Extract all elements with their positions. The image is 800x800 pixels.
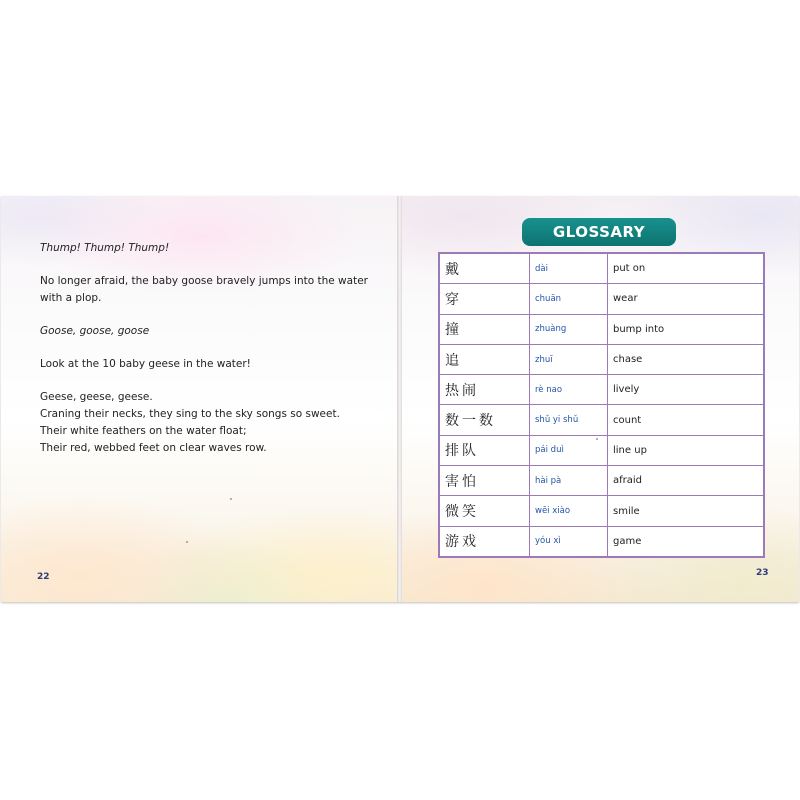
glossary-row xyxy=(439,375,764,405)
story-paragraph xyxy=(40,240,380,257)
glossary-row xyxy=(439,344,764,374)
glossary-meaning: chase xyxy=(608,344,765,374)
glossary-table xyxy=(438,252,765,558)
glossary-pinyin: dài xyxy=(530,253,608,284)
story-line: with a plop. xyxy=(40,292,102,304)
glossary-meaning: wear xyxy=(608,284,765,314)
glossary-hanzi: 戴 xyxy=(439,253,530,284)
glossary-pinyin: zhuàng xyxy=(530,314,608,344)
glossary-hanzi: 游戏 xyxy=(439,526,530,557)
story-paragraph xyxy=(40,273,380,307)
story-line: Goose, goose, goose xyxy=(40,325,150,337)
glossary-meaning: line up xyxy=(608,435,765,465)
glossary-meaning: smile xyxy=(608,496,765,526)
right-page xyxy=(402,196,799,602)
glossary-pinyin: hài pà xyxy=(530,466,608,496)
glossary-meaning: put on xyxy=(608,253,765,284)
glossary-hanzi: 数一数 xyxy=(439,405,530,435)
glossary-pinyin: rè nao xyxy=(530,375,608,405)
glossary-hanzi: 微笑 xyxy=(439,496,530,526)
glossary-hanzi: 害怕 xyxy=(439,466,530,496)
glossary-hanzi: 排队 xyxy=(439,435,530,465)
story-text xyxy=(40,240,380,457)
left-page xyxy=(1,196,398,602)
glossary-meaning: afraid xyxy=(608,466,765,496)
story-line: Look at the 10 baby geese in the water! xyxy=(40,358,251,370)
glossary-row xyxy=(439,253,764,284)
story-line: Their white feathers on the water float; xyxy=(40,425,247,437)
glossary-row xyxy=(439,314,764,344)
story-paragraph xyxy=(40,323,380,340)
glossary-row xyxy=(439,466,764,496)
glossary-hanzi: 热闹 xyxy=(439,375,530,405)
glossary-pinyin: pái duì xyxy=(530,435,608,465)
story-line: No longer afraid, the baby goose bravely jumps into the water xyxy=(40,275,368,287)
glossary-pinyin: yóu xì xyxy=(530,526,608,557)
glossary-pinyin: shǔ yi shǔ xyxy=(530,405,608,435)
glossary-row xyxy=(439,284,764,314)
glossary-hanzi: 追 xyxy=(439,344,530,374)
glossary-meaning: game xyxy=(608,526,765,557)
glossary-hanzi: 穿 xyxy=(439,284,530,314)
page-number-right: 23 xyxy=(756,568,769,578)
glossary-row xyxy=(439,496,764,526)
glossary-row xyxy=(439,435,764,465)
story-paragraph xyxy=(40,356,380,373)
book-spread xyxy=(1,196,799,602)
story-line: Geese, geese, geese. xyxy=(40,391,153,403)
paper-speck xyxy=(230,498,232,500)
glossary-meaning: lively xyxy=(608,375,765,405)
glossary-row xyxy=(439,526,764,557)
glossary-pinyin: chuān xyxy=(530,284,608,314)
story-line: Their red, webbed feet on clear waves row. xyxy=(40,442,267,454)
glossary-pinyin: zhuī xyxy=(530,344,608,374)
story-line: Thump! Thump! Thump! xyxy=(40,242,170,254)
paper-speck xyxy=(596,438,598,440)
story-line: Craning their necks, they sing to the sky songs so sweet. xyxy=(40,408,340,420)
glossary-meaning: count xyxy=(608,405,765,435)
paper-speck xyxy=(186,541,188,543)
glossary-title: GLOSSARY xyxy=(522,218,676,246)
glossary-hanzi: 撞 xyxy=(439,314,530,344)
glossary-pinyin: wēi xiào xyxy=(530,496,608,526)
story-paragraph xyxy=(40,389,380,457)
glossary-meaning: bump into xyxy=(608,314,765,344)
glossary-row xyxy=(439,405,764,435)
page-number-left: 22 xyxy=(37,572,50,582)
